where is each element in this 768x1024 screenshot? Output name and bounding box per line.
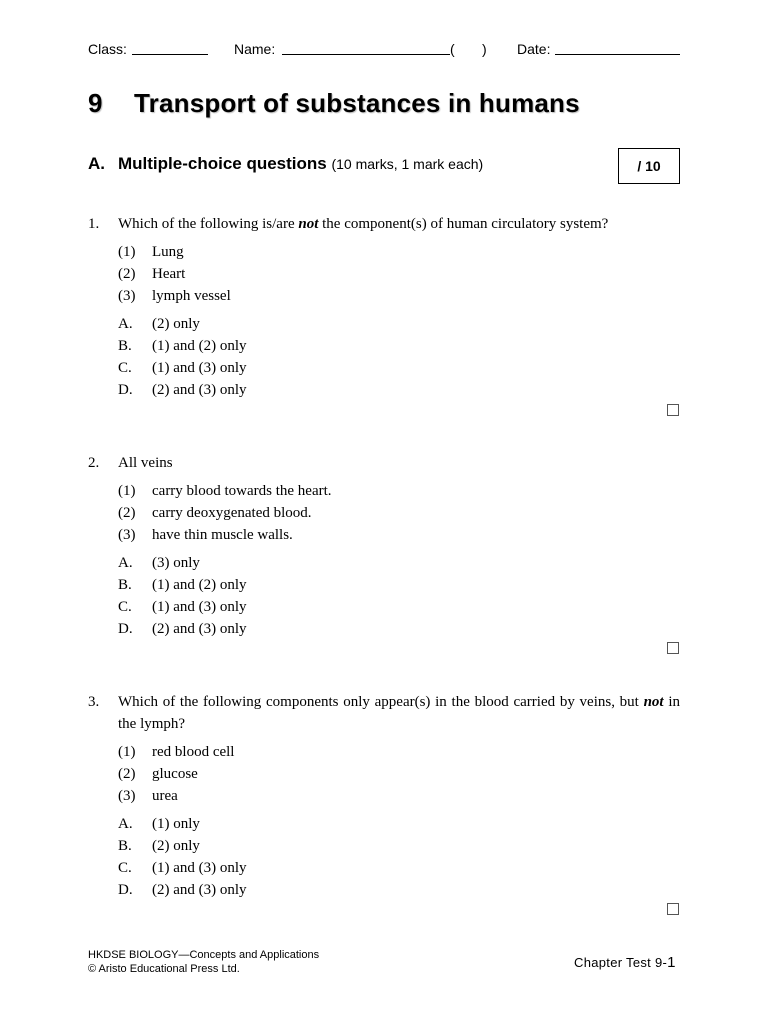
- question-3: [88, 691, 680, 901]
- question-number: 1.: [88, 216, 100, 232]
- question-number: 3.: [88, 694, 100, 710]
- footer-copyright: © Aristo Educational Press Ltd.: [88, 963, 240, 975]
- section-heading: [88, 154, 483, 174]
- statement-item: (2) glucose: [118, 766, 198, 782]
- statement-list: [88, 741, 680, 807]
- chapter-number: 9: [88, 88, 103, 118]
- footer-page-number: [574, 954, 676, 971]
- question-1: [88, 213, 680, 401]
- statement-item: (3) lymph vessel: [118, 288, 231, 304]
- question-number: 2.: [88, 455, 100, 471]
- answer-box-1[interactable]: [667, 404, 679, 416]
- statement-item: (1) Lung: [118, 244, 184, 260]
- question-text: Which of the following components only appear(s) in the blood carried by veins, but not in the lymph?: [118, 694, 680, 732]
- answer-box-2[interactable]: [667, 642, 679, 654]
- option-b[interactable]: B. (1) and (2) only: [118, 577, 247, 593]
- option-list: [88, 552, 680, 640]
- option-list: [88, 813, 680, 901]
- page-number: 1: [667, 954, 676, 971]
- footer-book-title: HKDSE BIOLOGY—Concepts and Applications: [88, 949, 320, 961]
- statement-item: (2) carry deoxygenated blood.: [118, 505, 312, 521]
- option-c[interactable]: C. (1) and (3) only: [118, 360, 247, 376]
- date-label: Date:: [517, 41, 551, 57]
- name-blank[interactable]: [282, 40, 450, 55]
- question-text: Which of the following is/are not the component(s) of human circulatory system?: [118, 216, 609, 232]
- emphasis-not: not: [298, 216, 319, 232]
- footer-publisher: [88, 948, 319, 976]
- class-number-paren-close: ): [482, 41, 487, 57]
- class-blank[interactable]: [132, 40, 208, 55]
- option-d[interactable]: D. (2) and (3) only: [118, 621, 247, 637]
- statement-list: [88, 241, 680, 307]
- statement-item: (3) have thin muscle walls.: [118, 527, 293, 543]
- chapter-title-text: Transport of substances in humans: [134, 88, 580, 118]
- section-title: Multiple-choice questions: [118, 154, 327, 173]
- answer-box-3[interactable]: [667, 903, 679, 915]
- option-d[interactable]: D. (2) and (3) only: [118, 882, 247, 898]
- statement-item: (1) red blood cell: [118, 744, 235, 760]
- question-2: [88, 452, 680, 640]
- option-b[interactable]: B. (2) only: [118, 838, 200, 854]
- option-a[interactable]: A. (2) only: [118, 316, 200, 332]
- statement-item: (2) Heart: [118, 266, 186, 282]
- statement-item: (3) urea: [118, 788, 178, 804]
- class-number-paren-open: (: [450, 41, 455, 57]
- emphasis-not: not: [643, 694, 664, 710]
- score-box: / 10: [618, 148, 680, 184]
- option-c[interactable]: C. (1) and (3) only: [118, 599, 247, 615]
- option-a[interactable]: A. (1) only: [118, 816, 200, 832]
- section-letter: A.: [88, 154, 105, 173]
- chapter-title: [88, 88, 580, 119]
- option-d[interactable]: D. (2) and (3) only: [118, 382, 247, 398]
- option-list: [88, 313, 680, 401]
- option-b[interactable]: B. (1) and (2) only: [118, 338, 247, 354]
- option-a[interactable]: A. (3) only: [118, 555, 200, 571]
- statement-list: [88, 480, 680, 546]
- section-marks: (10 marks, 1 mark each): [331, 156, 484, 172]
- question-text: All veins: [118, 455, 173, 471]
- date-blank[interactable]: [555, 40, 680, 55]
- option-c[interactable]: C. (1) and (3) only: [118, 860, 247, 876]
- footer-chapter-test: Chapter Test 9-: [574, 955, 668, 970]
- class-label: Class:: [88, 41, 127, 57]
- name-label: Name:: [234, 41, 276, 57]
- statement-item: (1) carry blood towards the heart.: [118, 483, 332, 499]
